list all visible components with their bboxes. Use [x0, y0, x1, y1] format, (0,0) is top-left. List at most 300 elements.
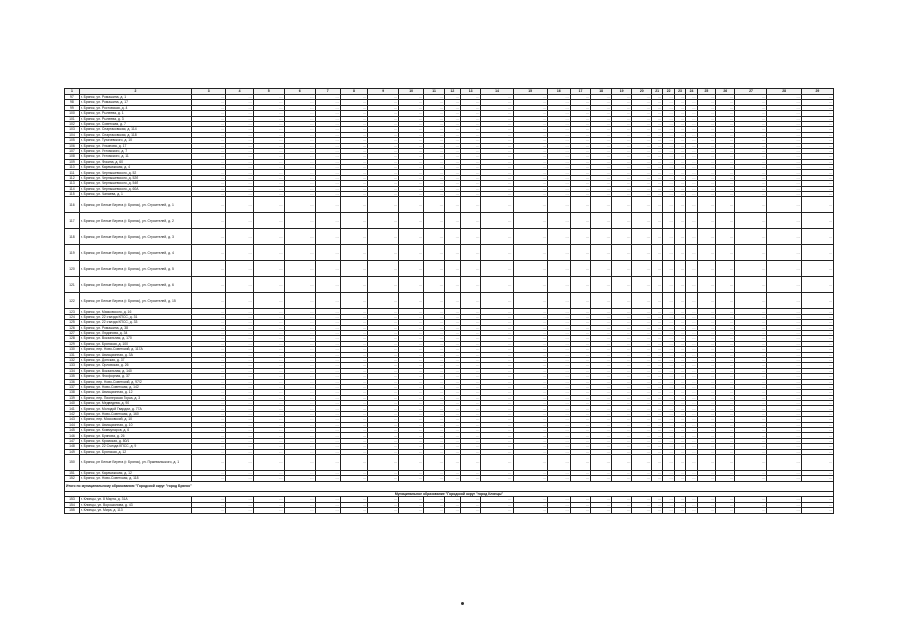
value-cell: …: [424, 379, 445, 384]
value-cell: …: [663, 229, 674, 245]
value-cell: …: [735, 111, 767, 116]
value-cell: …: [253, 314, 284, 319]
value-cell: …: [399, 470, 424, 475]
value-cell: …: [697, 352, 715, 357]
value-cell: …: [340, 347, 367, 352]
value-cell: …: [663, 138, 674, 143]
value-cell: …: [735, 148, 767, 153]
value-cell: …: [611, 363, 632, 368]
value-cell: …: [513, 121, 547, 126]
value-cell: …: [340, 165, 367, 170]
value-cell: …: [192, 433, 226, 438]
value-cell: …: [686, 325, 697, 330]
value-cell: …: [715, 121, 734, 126]
value-cell: …: [611, 105, 632, 110]
value-cell: …: [651, 116, 662, 121]
value-cell: …: [674, 454, 685, 470]
value-cell: …: [715, 502, 734, 507]
value-cell: …: [674, 368, 685, 373]
value-cell: …: [253, 100, 284, 105]
value-cell: …: [315, 261, 340, 277]
value-cell: …: [686, 454, 697, 470]
value-cell: …: [368, 138, 399, 143]
value-cell: …: [674, 314, 685, 319]
value-cell: …: [674, 229, 685, 245]
value-cell: …: [340, 143, 367, 148]
value-cell: …: [399, 293, 424, 309]
value-cell: …: [651, 497, 662, 502]
value-cell: …: [674, 143, 685, 148]
value-cell: …: [611, 438, 632, 443]
value-cell: …: [611, 309, 632, 314]
value-cell: …: [767, 261, 801, 277]
value-cell: …: [715, 159, 734, 164]
value-cell: …: [315, 170, 340, 175]
value-cell: …: [591, 384, 612, 389]
table-row: [65, 293, 834, 309]
value-cell: …: [481, 325, 513, 330]
value-cell: …: [570, 401, 591, 406]
value-cell: …: [651, 363, 662, 368]
value-cell: …: [513, 111, 547, 116]
value-cell: …: [611, 261, 632, 277]
value-cell: …: [715, 186, 734, 191]
value-cell: …: [674, 105, 685, 110]
value-cell: …: [632, 261, 651, 277]
value-cell: …: [651, 379, 662, 384]
value-cell: …: [801, 245, 833, 261]
value-cell: …: [735, 197, 767, 213]
value-cell: …: [570, 330, 591, 335]
value-cell: …: [767, 116, 801, 121]
value-cell: …: [340, 336, 367, 341]
value-cell: …: [226, 454, 253, 470]
value-cell: …: [399, 116, 424, 121]
value-cell: …: [284, 406, 315, 411]
value-cell: …: [547, 154, 570, 159]
value-cell: …: [513, 95, 547, 100]
value-cell: …: [674, 476, 685, 481]
value-cell: …: [399, 105, 424, 110]
value-cell: …: [735, 192, 767, 197]
value-cell: …: [591, 148, 612, 153]
row-number: 155: [65, 508, 80, 513]
value-cell: …: [460, 374, 481, 379]
value-cell: …: [570, 438, 591, 443]
value-cell: …: [253, 401, 284, 406]
value-cell: …: [547, 352, 570, 357]
value-cell: …: [444, 368, 460, 373]
value-cell: …: [686, 95, 697, 100]
value-cell: …: [192, 347, 226, 352]
value-cell: …: [611, 497, 632, 502]
value-cell: …: [547, 336, 570, 341]
value-cell: …: [399, 100, 424, 105]
value-cell: …: [674, 121, 685, 126]
value-cell: …: [444, 330, 460, 335]
value-cell: …: [460, 422, 481, 427]
value-cell: …: [444, 374, 460, 379]
value-cell: …: [315, 347, 340, 352]
row-number: 136: [65, 379, 80, 384]
value-cell: …: [226, 213, 253, 229]
value-cell: …: [735, 379, 767, 384]
value-cell: …: [715, 314, 734, 319]
value-cell: …: [424, 390, 445, 395]
value-cell: …: [399, 433, 424, 438]
value-cell: …: [460, 320, 481, 325]
row-number: 101: [65, 116, 80, 121]
value-cell: …: [284, 138, 315, 143]
value-cell: …: [632, 347, 651, 352]
value-cell: …: [591, 395, 612, 400]
value-cell: …: [340, 116, 367, 121]
value-cell: …: [663, 116, 674, 121]
address-cell: г. Брянск, ул. Советская, д. 7: [79, 121, 191, 126]
value-cell: …: [192, 100, 226, 105]
value-cell: …: [715, 95, 734, 100]
value-cell: …: [481, 357, 513, 362]
value-cell: …: [444, 363, 460, 368]
value-cell: …: [192, 406, 226, 411]
value-cell: …: [481, 347, 513, 352]
value-cell: …: [663, 320, 674, 325]
value-cell: …: [284, 422, 315, 427]
value-cell: …: [767, 309, 801, 314]
value-cell: …: [460, 384, 481, 389]
value-cell: …: [368, 95, 399, 100]
value-cell: …: [368, 154, 399, 159]
value-cell: …: [632, 454, 651, 470]
value-cell: …: [481, 352, 513, 357]
value-cell: …: [632, 502, 651, 507]
value-cell: …: [547, 347, 570, 352]
value-cell: …: [632, 95, 651, 100]
value-cell: …: [284, 336, 315, 341]
address-cell: г. Брянск, ул. Брянская, д. 12: [79, 449, 191, 454]
value-cell: …: [460, 261, 481, 277]
value-cell: …: [192, 197, 226, 213]
value-cell: …: [226, 105, 253, 110]
column-header: 23: [674, 89, 685, 95]
value-cell: …: [651, 395, 662, 400]
value-cell: …: [340, 277, 367, 293]
value-cell: …: [697, 502, 715, 507]
value-cell: …: [315, 165, 340, 170]
value-cell: …: [697, 165, 715, 170]
value-cell: …: [611, 229, 632, 245]
value-cell: …: [697, 229, 715, 245]
value-cell: …: [340, 154, 367, 159]
address-cell: г. Брянск, ул. Ульянова, д. 17: [79, 143, 191, 148]
value-cell: …: [253, 175, 284, 180]
column-header: 14: [481, 89, 513, 95]
value-cell: …: [368, 261, 399, 277]
value-cell: …: [686, 384, 697, 389]
row-number: 116: [65, 197, 80, 213]
value-cell: …: [424, 192, 445, 197]
value-cell: …: [674, 341, 685, 346]
value-cell: …: [284, 470, 315, 475]
value-cell: …: [340, 363, 367, 368]
value-cell: …: [192, 105, 226, 110]
value-cell: …: [697, 148, 715, 153]
value-cell: …: [513, 165, 547, 170]
row-number: 110: [65, 165, 80, 170]
value-cell: …: [481, 192, 513, 197]
value-cell: …: [315, 379, 340, 384]
value-cell: …: [801, 401, 833, 406]
value-cell: …: [801, 320, 833, 325]
value-cell: …: [591, 401, 612, 406]
value-cell: …: [651, 170, 662, 175]
value-cell: …: [767, 143, 801, 148]
value-cell: …: [674, 159, 685, 164]
value-cell: …: [735, 384, 767, 389]
value-cell: …: [715, 406, 734, 411]
value-cell: …: [735, 314, 767, 319]
value-cell: …: [697, 127, 715, 132]
value-cell: …: [801, 293, 833, 309]
value-cell: …: [444, 277, 460, 293]
value-cell: …: [632, 438, 651, 443]
value-cell: …: [315, 476, 340, 481]
value-cell: …: [697, 325, 715, 330]
value-cell: …: [444, 357, 460, 362]
row-number: 126: [65, 325, 80, 330]
value-cell: …: [591, 502, 612, 507]
value-cell: …: [674, 379, 685, 384]
value-cell: …: [253, 433, 284, 438]
value-cell: …: [424, 470, 445, 475]
value-cell: …: [651, 347, 662, 352]
value-cell: …: [253, 368, 284, 373]
value-cell: …: [632, 449, 651, 454]
column-header: 17: [570, 89, 591, 95]
value-cell: …: [686, 401, 697, 406]
value-cell: …: [674, 417, 685, 422]
value-cell: …: [686, 502, 697, 507]
value-cell: …: [444, 127, 460, 132]
value-cell: …: [674, 138, 685, 143]
value-cell: …: [513, 470, 547, 475]
value-cell: …: [315, 277, 340, 293]
column-header: 22: [663, 89, 674, 95]
value-cell: …: [591, 347, 612, 352]
value-cell: …: [340, 508, 367, 513]
value-cell: …: [226, 181, 253, 186]
value-cell: …: [547, 213, 570, 229]
row-number: 150: [65, 454, 80, 470]
value-cell: …: [444, 116, 460, 121]
value-cell: …: [686, 428, 697, 433]
value-cell: …: [611, 165, 632, 170]
value-cell: …: [399, 508, 424, 513]
value-cell: …: [801, 192, 833, 197]
value-cell: …: [424, 105, 445, 110]
value-cell: …: [686, 111, 697, 116]
value-cell: …: [651, 336, 662, 341]
value-cell: …: [632, 368, 651, 373]
value-cell: …: [368, 357, 399, 362]
column-header: 7: [315, 89, 340, 95]
table-row: [65, 277, 834, 293]
value-cell: …: [424, 111, 445, 116]
value-cell: …: [253, 470, 284, 475]
value-cell: …: [663, 438, 674, 443]
value-cell: …: [651, 181, 662, 186]
row-number: 97: [65, 95, 80, 100]
value-cell: …: [253, 444, 284, 449]
value-cell: …: [715, 390, 734, 395]
value-cell: …: [284, 497, 315, 502]
value-cell: …: [192, 395, 226, 400]
value-cell: …: [460, 314, 481, 319]
value-cell: …: [284, 438, 315, 443]
row-number: 123: [65, 309, 80, 314]
value-cell: …: [315, 95, 340, 100]
value-cell: …: [611, 428, 632, 433]
value-cell: …: [697, 121, 715, 126]
value-cell: …: [686, 170, 697, 175]
value-cell: …: [481, 170, 513, 175]
value-cell: …: [591, 213, 612, 229]
value-cell: …: [399, 95, 424, 100]
value-cell: …: [253, 449, 284, 454]
value-cell: …: [192, 127, 226, 132]
value-cell: …: [481, 132, 513, 137]
value-cell: …: [611, 314, 632, 319]
table-row: [65, 229, 834, 245]
value-cell: …: [767, 357, 801, 362]
value-cell: …: [801, 229, 833, 245]
value-cell: …: [547, 100, 570, 105]
value-cell: …: [547, 379, 570, 384]
value-cell: …: [801, 476, 833, 481]
value-cell: …: [315, 470, 340, 475]
value-cell: …: [697, 390, 715, 395]
value-cell: …: [570, 390, 591, 395]
value-cell: …: [611, 390, 632, 395]
value-cell: …: [651, 309, 662, 314]
value-cell: …: [192, 411, 226, 416]
value-cell: …: [547, 111, 570, 116]
address-cell: г. Брянск, рп Белые Берега (г. Брянск), ул. Строителей, д. 15: [79, 293, 191, 309]
value-cell: …: [444, 293, 460, 309]
value-cell: …: [399, 132, 424, 137]
value-cell: …: [697, 293, 715, 309]
value-cell: …: [460, 143, 481, 148]
value-cell: …: [399, 411, 424, 416]
value-cell: …: [444, 100, 460, 105]
value-cell: …: [651, 95, 662, 100]
value-cell: …: [591, 143, 612, 148]
value-cell: …: [697, 277, 715, 293]
value-cell: …: [651, 165, 662, 170]
value-cell: …: [192, 320, 226, 325]
value-cell: …: [481, 438, 513, 443]
value-cell: …: [570, 336, 591, 341]
value-cell: …: [424, 406, 445, 411]
value-cell: …: [226, 470, 253, 475]
value-cell: …: [735, 428, 767, 433]
value-cell: …: [591, 132, 612, 137]
value-cell: …: [801, 449, 833, 454]
value-cell: …: [697, 159, 715, 164]
value-cell: …: [735, 357, 767, 362]
value-cell: …: [663, 433, 674, 438]
address-cell: г. Клинцы, ул. 8 Марта, д. 31А: [79, 497, 191, 502]
address-cell: г. Брянск, ул. Ново-Советская, д. 118: [79, 476, 191, 481]
value-cell: …: [651, 401, 662, 406]
value-cell: …: [340, 449, 367, 454]
value-cell: …: [686, 497, 697, 502]
value-cell: …: [663, 422, 674, 427]
row-number: 125: [65, 320, 80, 325]
value-cell: …: [570, 320, 591, 325]
value-cell: …: [735, 330, 767, 335]
value-cell: …: [399, 336, 424, 341]
table-body: [65, 95, 834, 514]
value-cell: …: [368, 325, 399, 330]
value-cell: …: [611, 476, 632, 481]
value-cell: …: [767, 325, 801, 330]
value-cell: …: [632, 143, 651, 148]
value-cell: …: [424, 245, 445, 261]
value-cell: …: [481, 336, 513, 341]
value-cell: …: [284, 444, 315, 449]
value-cell: …: [513, 508, 547, 513]
value-cell: …: [444, 417, 460, 422]
value-cell: …: [767, 363, 801, 368]
address-cell: г. Брянск, ул. Ново-Советская, д. 142: [79, 384, 191, 389]
column-header: 28: [767, 89, 801, 95]
value-cell: …: [715, 105, 734, 110]
value-cell: …: [226, 384, 253, 389]
value-cell: …: [192, 384, 226, 389]
value-cell: …: [632, 132, 651, 137]
value-cell: …: [399, 401, 424, 406]
value-cell: …: [192, 229, 226, 245]
value-cell: …: [513, 170, 547, 175]
value-cell: …: [192, 330, 226, 335]
value-cell: …: [570, 428, 591, 433]
value-cell: …: [399, 417, 424, 422]
value-cell: …: [424, 395, 445, 400]
value-cell: …: [735, 293, 767, 309]
value-cell: …: [547, 476, 570, 481]
value-cell: …: [368, 165, 399, 170]
value-cell: …: [399, 374, 424, 379]
column-header: 29: [801, 89, 833, 95]
value-cell: …: [801, 341, 833, 346]
value-cell: …: [399, 395, 424, 400]
value-cell: …: [368, 417, 399, 422]
value-cell: …: [192, 438, 226, 443]
value-cell: …: [368, 277, 399, 293]
value-cell: …: [368, 245, 399, 261]
value-cell: …: [315, 444, 340, 449]
value-cell: …: [651, 320, 662, 325]
value-cell: …: [663, 165, 674, 170]
value-cell: …: [801, 116, 833, 121]
column-header: 8: [340, 89, 367, 95]
value-cell: …: [715, 325, 734, 330]
value-cell: …: [192, 325, 226, 330]
value-cell: …: [697, 406, 715, 411]
value-cell: …: [674, 192, 685, 197]
value-cell: …: [460, 132, 481, 137]
